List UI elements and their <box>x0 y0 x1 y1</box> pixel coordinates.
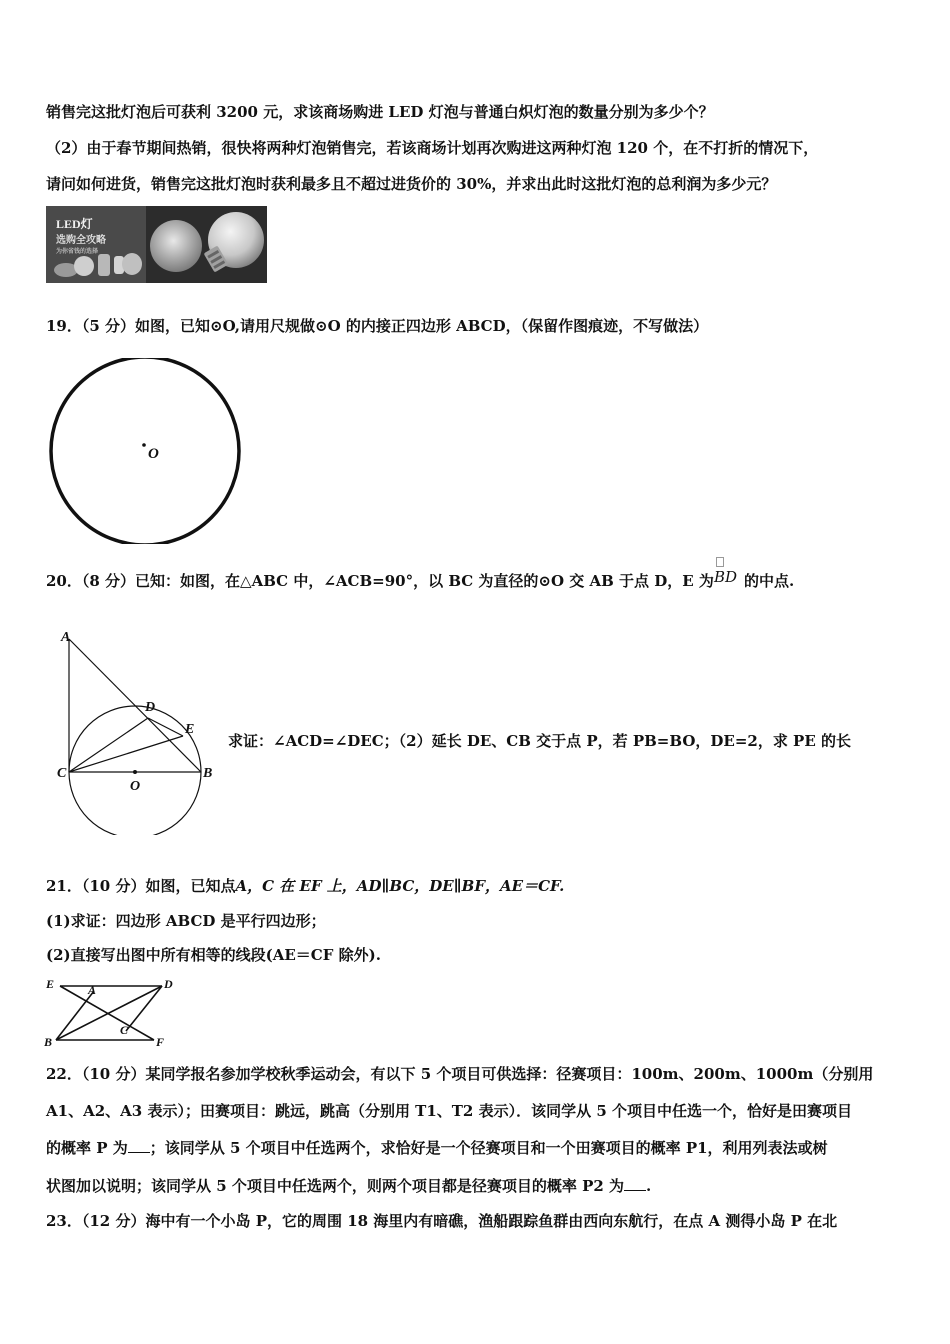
banner-title: LED灯 <box>56 217 93 231</box>
p18-line2: （2）由于春节期间热销，很快将两种灯泡销售完，若该商场计划再次购进这两种灯泡 120 个，在不打折的情况下， <box>46 139 819 157</box>
label-e: E <box>185 722 195 737</box>
p20-triangle-circle-figure <box>55 625 230 835</box>
answer-blank-p2[interactable] <box>624 1176 646 1191</box>
segment-dc <box>126 986 162 1031</box>
led-banner-image <box>46 206 267 283</box>
label-b: B <box>203 766 213 781</box>
arc-bd: BD <box>714 571 744 591</box>
p21-head: 21．（10 分）如图，已知点A，C 在 EF 上，AD∥BC，DE∥BF，AE＝CF. <box>46 877 565 895</box>
segment-db <box>56 986 162 1040</box>
segment-ab <box>56 991 94 1040</box>
p23-line1: 23．（12 分）海中有一个小岛 P，它的周围 18 海里内有暗礁，渔船跟踪鱼群由西向东航行，在点 A 测得小岛 P 在北 <box>46 1212 838 1230</box>
p19-circle-figure <box>48 358 244 544</box>
p21-q1: (1)求证：四边形 ABCD 是平行四边形； <box>46 912 326 930</box>
label-o: O <box>148 446 159 462</box>
p18-line3: 请问如何进货，销售完这批灯泡时获利最多且不超过进货价的 30%，并求出此时这批灯泡的总利润为多少元？ <box>46 175 777 193</box>
point-o <box>133 770 137 774</box>
banner-tiny-text: 为你省钱的选择 <box>56 249 99 255</box>
label-d: D <box>164 977 173 991</box>
segment-ce <box>69 736 183 772</box>
p20-text-after: 的中点. <box>743 572 795 590</box>
p21-q2: (2)直接写出图中所有相等的线段(AE＝CF 除外). <box>46 946 381 964</box>
p20-text-before: 20．（8 分）已知：如图，在△ABC 中，∠ACB=90°，以 BC 为直径的⊙O 交 AB 于点 D，E 为 <box>46 572 714 590</box>
p19-text: 19．（5 分）如图，已知⊙O,请用尺规做⊙O 的内接正四边形 ABCD，（保留作图痕迹，不写做法） <box>46 317 709 335</box>
p21-parallelogram-figure <box>44 974 184 1050</box>
p22-line2: A1、A2、A3 表示）；田赛项目：跳远，跳高（分别用 T1、T2 表示）．该同学从 5 个项目中任选一个，恰好是田赛项目 <box>46 1102 852 1120</box>
p20-text <box>46 568 795 591</box>
label-e: E <box>46 977 55 991</box>
label-d: D <box>145 700 156 715</box>
segment-ab <box>69 639 201 772</box>
label-c: C <box>120 1023 129 1037</box>
center-point <box>142 443 146 447</box>
banner-subtitle: 选购全攻略 <box>56 235 106 246</box>
circle-o <box>51 358 239 544</box>
p22-line1: 22．（10 分）某同学报名参加学校秋季运动会，有以下 5 个项目可供选择：径赛项目：100m、200m、1000m（分别用 <box>46 1065 874 1083</box>
p20-proof: 求证：∠ACD=∠DEC；（2）延长 DE、CB 交于点 P，若 PB=BO，DE=2，求 PE 的长 <box>228 732 851 750</box>
label-f: F <box>156 1035 165 1049</box>
segment-cd <box>69 718 148 772</box>
label-a: A <box>61 630 71 645</box>
label-o: O <box>130 779 141 794</box>
p22-line3: 的概率 P 为 ；该同学从 5 个项目中任选两个，求恰好是一个径赛项目和一个田赛项目的概率 P1，利用列表法或树 <box>46 1139 828 1157</box>
label-b: B <box>44 1035 53 1049</box>
label-a: A <box>88 983 97 997</box>
p18-line1: 销售完这批灯泡后可获利 3200 元，求该商场购进 LED 灯泡与普通白炽灯泡的数量分别为多少个？ <box>46 103 714 121</box>
answer-blank-p[interactable] <box>128 1138 150 1153</box>
label-c: C <box>57 766 67 781</box>
p22-line4: 状图加以说明；该同学从 5 个项目中任选两个，则两个项目都是径赛项目的概率 P2 为 . <box>46 1177 652 1195</box>
segment-de <box>148 718 183 736</box>
